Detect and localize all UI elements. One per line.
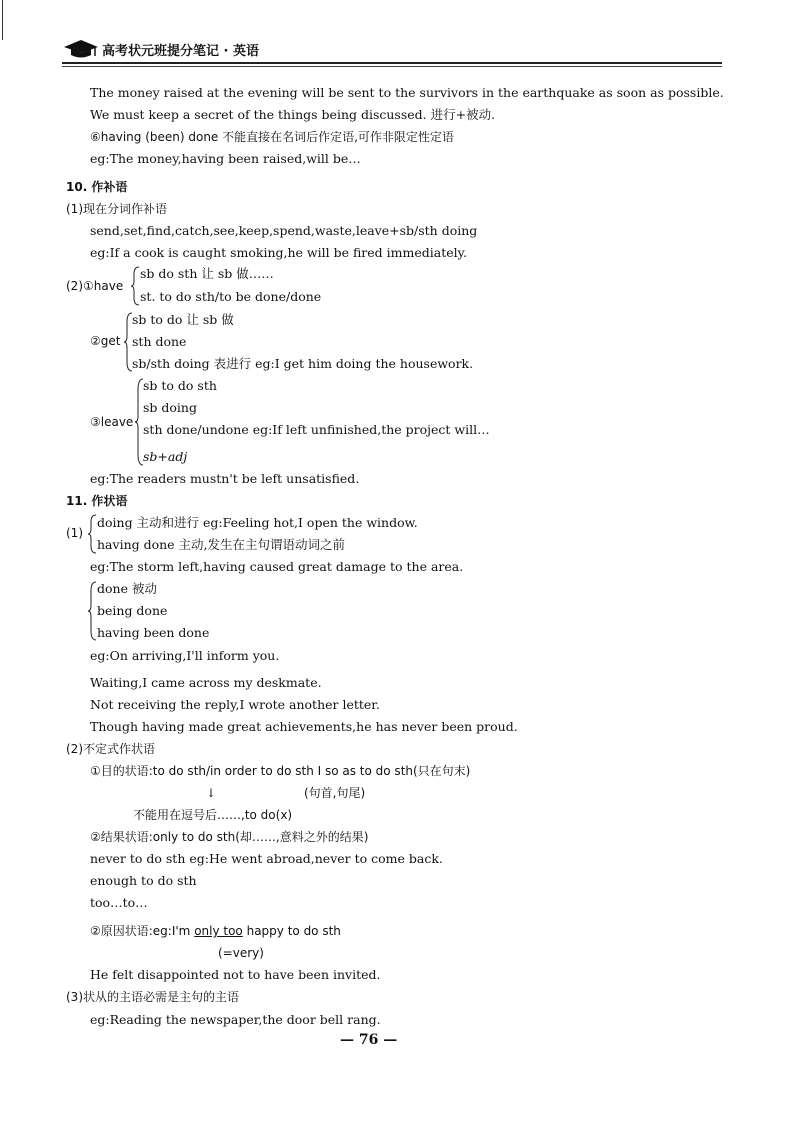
text-line: never to do sth eg:He went abroad,never to come back.	[90, 851, 443, 866]
text-line	[90, 923, 341, 939]
text-line: ②结果状语:only to do sth(却……,意料之外的结果)	[90, 830, 369, 844]
page-number: — 76 —	[340, 1032, 398, 1048]
text-line: being done	[97, 603, 168, 618]
text-line: We must keep a secret of the things being discussed. 进行+被动.	[90, 107, 496, 122]
text-line: He felt disappointed not to have been invited.	[90, 967, 381, 982]
text-line: sb doing	[143, 400, 197, 415]
text-span: ②原因状语:eg:I'm	[90, 924, 195, 938]
item-label: (1)	[66, 526, 83, 540]
margin-mark	[2, 0, 3, 40]
text-line: Though having made great achievements,he has never been proud.	[90, 719, 518, 734]
text-line: send,set,find,catch,see,keep,spend,waste,leave+sb/sth doing	[90, 223, 478, 238]
header-rule-thin	[62, 66, 722, 67]
text-line: sb to do 让 sb 做	[132, 312, 234, 327]
section-heading: 11. 作状语	[66, 494, 128, 508]
text-line: eg:Reading the newspaper,the door bell rang.	[90, 1012, 381, 1027]
get-label: ②get	[90, 334, 121, 348]
subsection-heading: (2)不定式作状语	[66, 742, 155, 756]
text-line: enough to do sth	[90, 873, 197, 888]
text-line: (=very)	[218, 946, 264, 960]
underlined-phrase: only too	[194, 924, 243, 938]
down-arrow-icon: ↓	[206, 786, 217, 800]
text-line: The money raised at the evening will be sent to the survivors in the earthquake as soon as possible.	[90, 85, 724, 100]
subsection-heading: (3)状从的主语必需是主句的主语	[66, 990, 239, 1004]
text-line: ⑥having (been) done 不能直接在名词后作定语,可作非限定性定语	[90, 130, 454, 144]
text-line: eg:The storm left,having caused great damage to the area.	[90, 559, 464, 574]
text-line: done 被动	[97, 581, 157, 596]
text-line: sth done	[132, 334, 187, 349]
text-span: happy to do sth	[242, 924, 341, 938]
leave-label: ③leave	[90, 415, 134, 429]
text-line: (句首,句尾)	[304, 786, 366, 800]
text-line: Waiting,I came across my deskmate.	[90, 675, 322, 690]
header-title: 高考状元班提分笔记 · 英语	[102, 44, 259, 59]
graduation-cap-icon	[62, 38, 100, 60]
text-line: having done 主动,发生在主句谓语动词之前	[97, 537, 346, 552]
section-heading: 10. 作补语	[66, 180, 128, 194]
text-line: eg:The readers mustn't be left unsatisfied.	[90, 471, 360, 486]
header-rule	[62, 62, 722, 64]
text-line: sb+adj	[143, 449, 188, 464]
text-line: too…to…	[90, 895, 148, 910]
text-line: sth done/undone eg:If left unfinished,the project will…	[143, 422, 490, 437]
text-line: 不能用在逗号后……,to do(x)	[133, 808, 293, 822]
text-line: ①目的状语:to do sth/in order to do sth I so as to do sth(只在句末)	[90, 764, 471, 778]
text-line: Not receiving the reply,I wrote another letter.	[90, 697, 380, 712]
subsection-heading: (1)现在分词作补语	[66, 202, 167, 216]
text-line: eg:On arriving,I'll inform you.	[90, 648, 280, 663]
text-line: eg:If a cook is caught smoking,he will be fired immediately.	[90, 245, 467, 260]
page-header	[62, 36, 722, 72]
text-line: st. to do sth/to be done/done	[140, 289, 322, 304]
text-line: having been done	[97, 625, 210, 640]
text-line: sb/sth doing 表进行 eg:I get him doing the housework.	[132, 356, 474, 371]
text-line: sb do sth 让 sb 做……	[140, 266, 274, 281]
text-line: eg:The money,having been raised,will be…	[90, 151, 361, 166]
have-label: (2)①have	[66, 279, 124, 293]
text-line: sb to do sth	[143, 378, 217, 393]
text-line: doing 主动和进行 eg:Feeling hot,I open the window.	[97, 515, 418, 530]
